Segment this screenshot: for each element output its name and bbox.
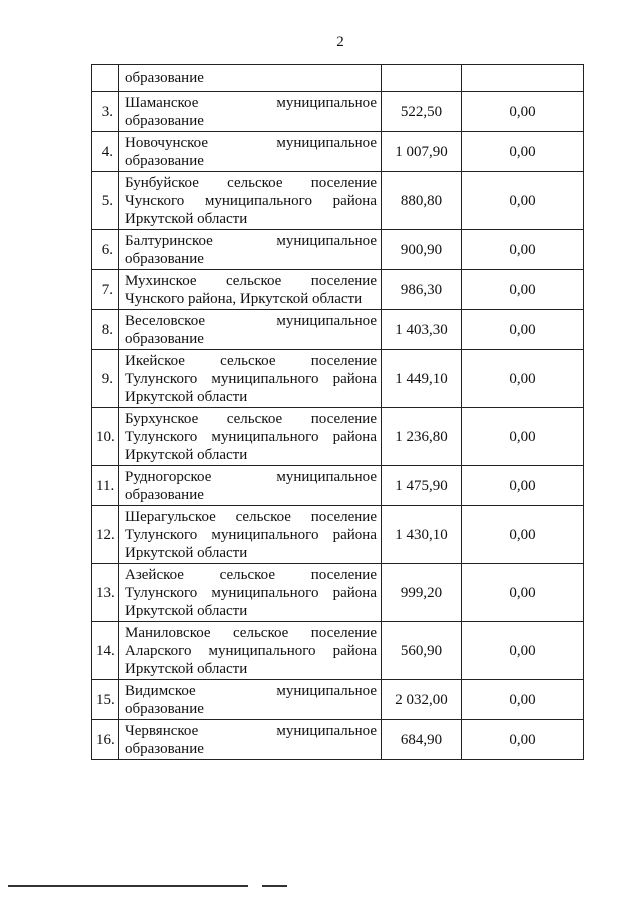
row-number: 12. — [92, 506, 119, 564]
municipality-name — [119, 506, 382, 564]
municipality-name-line: образование — [125, 70, 204, 86]
zero-amount-cell: 0,00 — [462, 132, 584, 172]
amount-cell: 2 032,00 — [382, 680, 462, 720]
municipality-name-line: Иркутской области — [125, 446, 248, 463]
row-number: 8. — [92, 310, 119, 350]
allocation-table — [91, 64, 583, 760]
zero-amount-cell: 0,00 — [462, 310, 584, 350]
municipality-name-line: образование — [125, 330, 204, 347]
municipality-name — [119, 172, 382, 230]
zero-amount-cell: 0,00 — [462, 720, 584, 760]
municipality-name-line: Чунского муниципального района — [125, 192, 377, 209]
amount-cell: 900,90 — [382, 230, 462, 270]
amount-cell: 986,30 — [382, 270, 462, 310]
zero-amount-cell — [462, 65, 584, 92]
table-row — [92, 230, 584, 270]
municipality-name — [119, 466, 382, 506]
municipality-name-line: Маниловское сельское поселение — [125, 624, 377, 641]
page-number: 2 — [336, 34, 344, 50]
table-row — [92, 408, 584, 466]
table-row — [92, 680, 584, 720]
municipality-name-line: образование — [125, 112, 204, 129]
municipality-name-line: Икейское сельское поселение — [125, 352, 377, 369]
row-number: 7. — [92, 270, 119, 310]
row-number: 10. — [92, 408, 119, 466]
zero-amount-cell: 0,00 — [462, 564, 584, 622]
municipality-name-line: образование — [125, 152, 204, 169]
municipality-name-line: Веселовское муниципальное — [125, 312, 377, 329]
table-row — [92, 172, 584, 230]
municipality-name — [119, 622, 382, 680]
amount-cell: 1 475,90 — [382, 466, 462, 506]
zero-amount-cell: 0,00 — [462, 506, 584, 564]
municipality-name — [119, 564, 382, 622]
row-number: 14. — [92, 622, 119, 680]
zero-amount-cell: 0,00 — [462, 466, 584, 506]
row-number: 4. — [92, 132, 119, 172]
zero-amount-cell: 0,00 — [462, 172, 584, 230]
table-row — [92, 270, 584, 310]
municipality-name — [119, 408, 382, 466]
municipality-name-line: Новочунское муниципальное — [125, 134, 377, 151]
table-row — [92, 622, 584, 680]
municipality-name-line: Иркутской области — [125, 388, 248, 405]
footer-dash — [262, 885, 287, 887]
amount-cell: 1 449,10 — [382, 350, 462, 408]
amount-cell: 1 236,80 — [382, 408, 462, 466]
municipality-name — [119, 310, 382, 350]
municipality-name-line: Мухинское сельское поселение — [125, 272, 377, 289]
municipality-name-line: Аларского муниципального района — [125, 642, 377, 659]
table-row — [92, 92, 584, 132]
municipality-name-line: образование — [125, 740, 204, 757]
amount-cell: 684,90 — [382, 720, 462, 760]
municipality-name-line: Тулунского муниципального района — [125, 584, 377, 601]
municipality-name-line: образование — [125, 700, 204, 717]
row-number: 5. — [92, 172, 119, 230]
table-row — [92, 65, 584, 92]
municipality-name — [119, 92, 382, 132]
municipality-name — [119, 350, 382, 408]
zero-amount-cell: 0,00 — [462, 350, 584, 408]
amount-cell: 560,90 — [382, 622, 462, 680]
table-row — [92, 466, 584, 506]
municipality-name — [119, 720, 382, 760]
amount-cell: 999,20 — [382, 564, 462, 622]
table-row — [92, 506, 584, 564]
zero-amount-cell: 0,00 — [462, 230, 584, 270]
zero-amount-cell: 0,00 — [462, 270, 584, 310]
municipality-name-line: Азейское сельское поселение — [125, 566, 377, 583]
footer-rule — [8, 885, 248, 887]
municipality-name-line: Бунбуйское сельское поселение — [125, 174, 377, 191]
amount-cell: 880,80 — [382, 172, 462, 230]
municipality-name — [119, 65, 382, 92]
municipality-name-line: Чунского района, Иркутской области — [125, 290, 363, 307]
municipality-name-line: Иркутской области — [125, 210, 248, 227]
municipality-name-line: Видимское муниципальное — [125, 682, 377, 699]
row-number: 9. — [92, 350, 119, 408]
table-row — [92, 720, 584, 760]
amount-cell: 1 403,30 — [382, 310, 462, 350]
table-row — [92, 350, 584, 408]
table-body — [92, 65, 584, 760]
zero-amount-cell: 0,00 — [462, 680, 584, 720]
municipality-name-line: образование — [125, 250, 204, 267]
municipality-name-line: Иркутской области — [125, 660, 248, 677]
row-number: 16. — [92, 720, 119, 760]
municipality-name — [119, 230, 382, 270]
municipality-name-line: Шерагульское сельское поселение — [125, 508, 377, 525]
row-number: 11. — [92, 466, 119, 506]
municipality-name-line: Иркутской области — [125, 602, 248, 619]
row-number: 13. — [92, 564, 119, 622]
municipality-name-line: образование — [125, 486, 204, 503]
municipality-name — [119, 270, 382, 310]
municipality-name-line: Тулунского муниципального района — [125, 526, 377, 543]
table-row — [92, 310, 584, 350]
municipality-name — [119, 680, 382, 720]
amount-cell: 1 430,10 — [382, 506, 462, 564]
row-number — [92, 65, 119, 92]
municipality-name-line: Бурхунское сельское поселение — [125, 410, 377, 427]
municipality-name — [119, 132, 382, 172]
zero-amount-cell: 0,00 — [462, 408, 584, 466]
row-number: 3. — [92, 92, 119, 132]
municipality-name-line: Балтуринское муниципальное — [125, 232, 377, 249]
row-number: 15. — [92, 680, 119, 720]
municipality-name-line: Червянское муниципальное — [125, 722, 377, 739]
amount-cell — [382, 65, 462, 92]
municipality-name-line: Шаманское муниципальное — [125, 94, 377, 111]
municipality-name-line: Рудногорское муниципальное — [125, 468, 377, 485]
zero-amount-cell: 0,00 — [462, 622, 584, 680]
row-number: 6. — [92, 230, 119, 270]
municipality-name-line: Иркутской области — [125, 544, 248, 561]
amount-cell: 1 007,90 — [382, 132, 462, 172]
table-row — [92, 564, 584, 622]
municipality-name-line: Тулунского муниципального района — [125, 370, 377, 387]
zero-amount-cell: 0,00 — [462, 92, 584, 132]
municipality-name-line: Тулунского муниципального района — [125, 428, 377, 445]
table-row — [92, 132, 584, 172]
amount-cell: 522,50 — [382, 92, 462, 132]
